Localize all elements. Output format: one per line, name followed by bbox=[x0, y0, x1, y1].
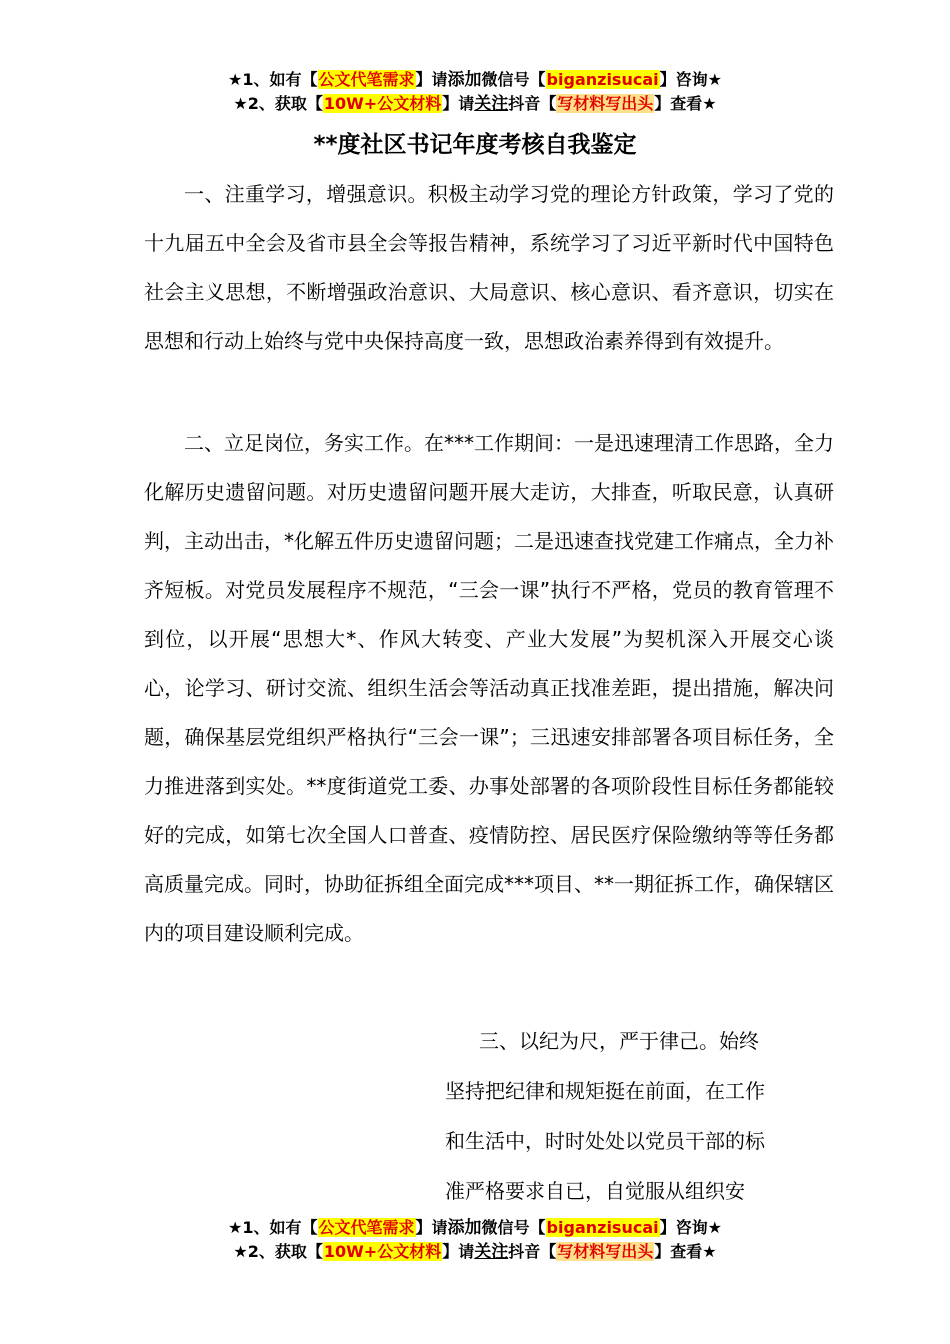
promo-text: 】请 bbox=[442, 1242, 475, 1261]
highlight-douyin-account: 写材料写出头 bbox=[557, 1242, 654, 1261]
paragraph-3-line: 和生活中，时时处处以党员干部的标 bbox=[445, 1129, 765, 1153]
paragraph-3-line: 三、以纪为尺，严于律己。始终 bbox=[479, 1029, 759, 1053]
promo-text: 】咨询★ bbox=[659, 70, 722, 89]
promo-text: ★1、如有【 bbox=[228, 70, 318, 89]
promo-text: 】咨询★ bbox=[659, 1218, 722, 1237]
paragraph-2-container bbox=[144, 419, 834, 958]
promo-text: 抖音【 bbox=[508, 94, 557, 113]
paragraph-3-line: 坚持把纪律和规矩挺在前面，在工作 bbox=[445, 1079, 765, 1103]
promo-banner-top bbox=[0, 68, 950, 116]
highlight-wechat-id: biganzisucai bbox=[546, 70, 659, 89]
promo-line-2 bbox=[0, 92, 950, 116]
promo-emphasis: 添加 bbox=[447, 70, 482, 90]
promo-text: ★1、如有【 bbox=[228, 1218, 318, 1237]
promo-text: 抖音【 bbox=[508, 1242, 557, 1261]
promo-text: 】请 bbox=[415, 1218, 448, 1237]
paragraph-3-line: 准严格要求自已，自觉服从组织安 bbox=[445, 1179, 745, 1203]
highlight-service: 公文代笔需求 bbox=[318, 70, 415, 89]
highlight-wechat-id: biganzisucai bbox=[546, 1218, 659, 1237]
highlight-materials: 10W+公文材料 bbox=[323, 94, 442, 113]
document-title: **度社区书记年度考核自我鉴定 bbox=[313, 132, 637, 158]
highlight-douyin-account: 写材料写出头 bbox=[557, 94, 654, 113]
promo-text: ★2、获取【 bbox=[233, 1242, 323, 1261]
promo-emphasis: 关注 bbox=[474, 94, 509, 114]
highlight-service: 公文代笔需求 bbox=[318, 1218, 415, 1237]
promo-line-1 bbox=[0, 1216, 950, 1240]
paragraph-1-container bbox=[144, 170, 834, 366]
promo-text: 】请 bbox=[415, 70, 448, 89]
paragraph-3 bbox=[445, 1016, 815, 1216]
promo-line-2 bbox=[0, 1240, 950, 1264]
promo-line-1 bbox=[0, 68, 950, 92]
paragraph-2: 二、立足岗位，务实工作。在***工作期间：一是迅速理清工作思路，全力化解历史遗留问题。对历史遗留问题开展大走访，大排查，听取民意，认真研判，主动出击，*化解五件历史遗留问题；二是迅速查找党建工作痛点，全力补齐短板。对党员发展程序不规范，“三会一课”执行不严格，党员的教育管理不到位，以开展“思想大*、作风大转变、产业大发展”为契机深入开展交心谈心，论学习、研讨交流、组织生活会等活动真正找准差距，提出措施，解决问题，确保基层党组织严格执行“三会一课”；三迅速安排部署各项目标任务，全力推进落到实处。**度街道党工委、办事处部署的各项阶段性目标任务都能较好的完成，如第七次全国人口普查、疫情防控、居民医疗保险缴纳等等任务都高质量完成。同时，协助征拆组全面完成***项目、**一期征拆工作，确保辖区内的项目建设顺利完成。 bbox=[144, 431, 834, 945]
promo-emphasis: 添加 bbox=[447, 1218, 482, 1238]
promo-banner-bottom bbox=[0, 1216, 950, 1264]
promo-text: 】请 bbox=[442, 94, 475, 113]
highlight-materials: 10W+公文材料 bbox=[323, 1242, 442, 1261]
promo-text: 微信号【 bbox=[481, 70, 546, 89]
promo-text: 】查看★ bbox=[654, 94, 717, 113]
promo-text: 】查看★ bbox=[654, 1242, 717, 1261]
promo-text: 微信号【 bbox=[481, 1218, 546, 1237]
promo-text: ★2、获取【 bbox=[233, 94, 323, 113]
promo-emphasis: 关注 bbox=[474, 1242, 509, 1262]
paragraph-1: 一、注重学习，增强意识。积极主动学习党的理论方针政策，学习了党的十九届五中全会及省市县全会等报告精神，系统学习了习近平新时代中国特色社会主义思想，不断增强政治意识、大局意识、核心意识、看齐意识，切实在思想和行动上始终与党中央保持高度一致，思想政治素养得到有效提升。 bbox=[144, 182, 834, 353]
